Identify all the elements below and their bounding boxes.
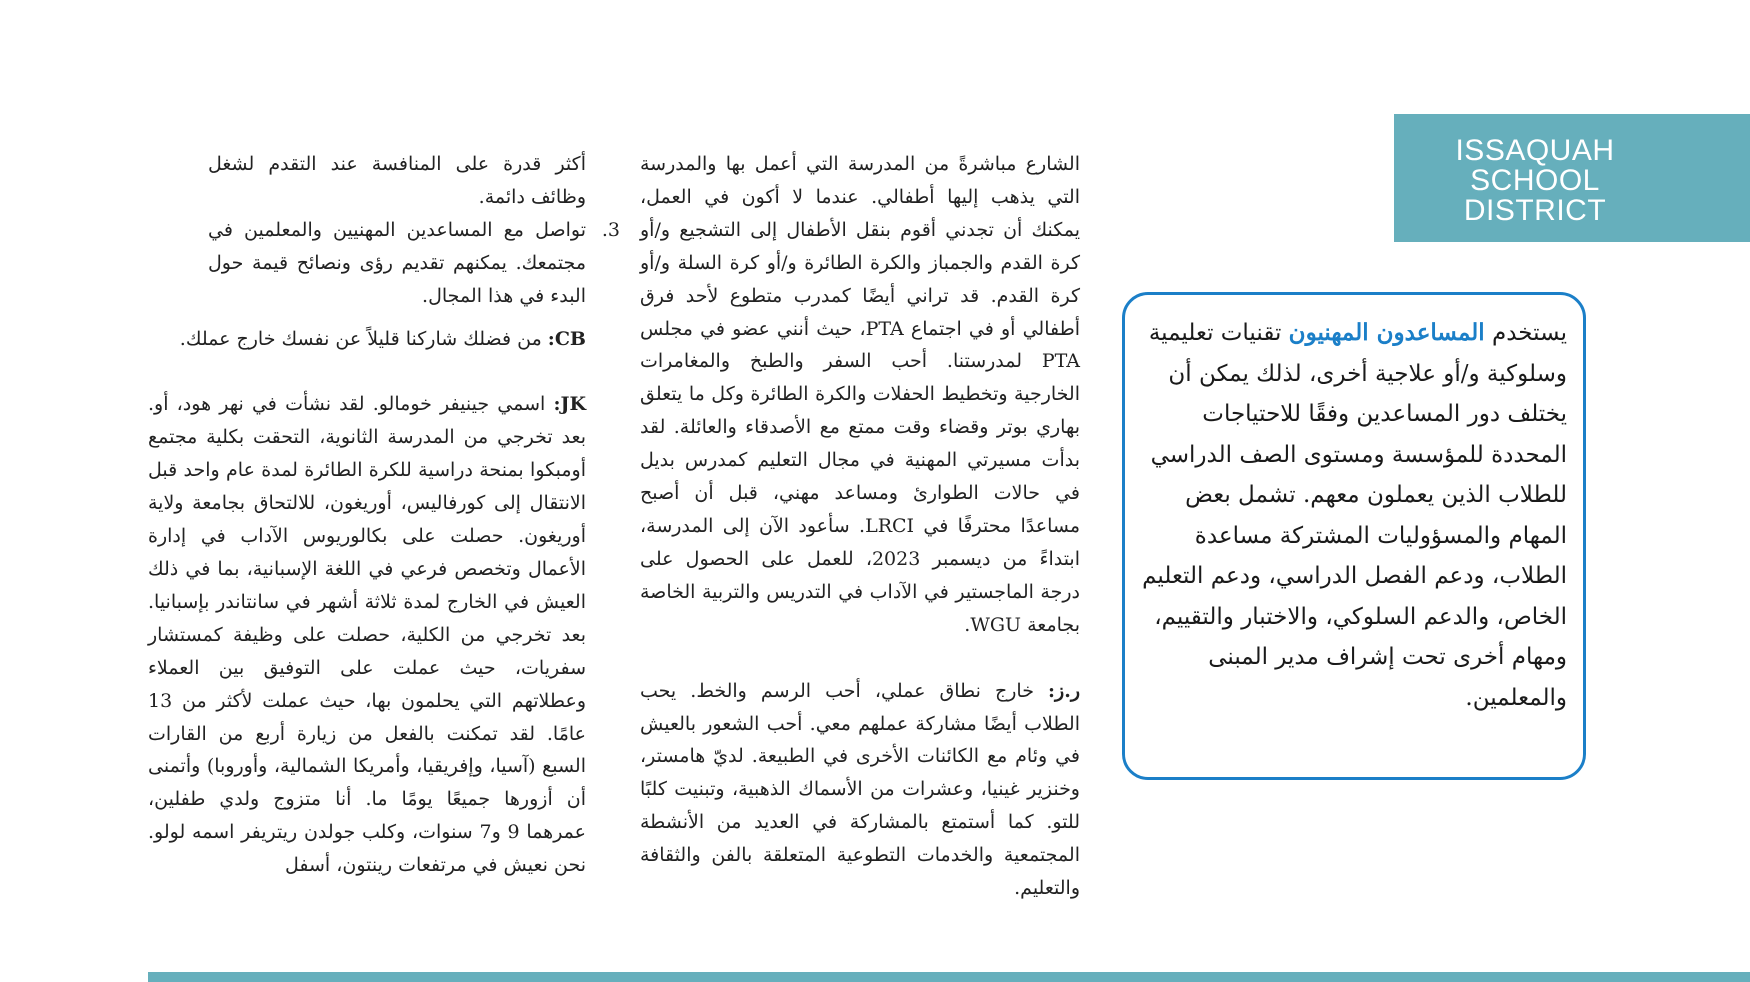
callout-text-start: يستخدم (1484, 320, 1567, 346)
middle-paragraph-2-text: خارج نطاق عملي، أحب الرسم والخط. يحب الطلاب أيضًا مشاركة عملهم معي. أحب الشعور بالعيش في وئام مع الكائنات الأخرى في الطبيعة. لديّ هامستر، وخنزير غينيا، وعشرات من الأسماك الذهبية، وتبنيت كلبًا للتو. كما أستمتع بالمشاركة في العديد من الأنشطة المجتمعية والخدمات التطوعية المتعلقة بالفن والثقافة والتعليم. (640, 679, 1080, 900)
logo-line-2: SCHOOL (1470, 164, 1600, 197)
question-cb-text: من فضلك شاركنا قليلاً عن نفسك خارج عملك. (179, 327, 548, 350)
speaker-label-cb: CB: (547, 327, 586, 350)
list-number-3: 3. (601, 218, 620, 241)
answer-jk-text: اسمي جينيفر خومالو. لقد نشأت في نهر هود، أو. بعد تخرجي من المدرسة الثانوية، التحقت بكلية مجتمع أومبكوا بمنحة دراسية للكرة الطائرة لمدة عام واحد قبل الانتقال إلى كورفاليس، أوريغون، للالتحاق بجامعة ولاية أوريغون. حصلت على بكالوريوس الآداب في إدارة الأعمال وتخصص فرعي في اللغة الإسبانية، بما في ذلك العيش في الخارج لمدة ثلاثة أشهر في سانتاندر بإسبانيا. بعد تخرجي من الكلية، حصلت على وظيفة كمستشار سفريات، حيث عملت على التوفيق بين العملاء وعطلاتهم التي يحلمون بها، حيث عملت لأكثر من 13 عامًا. لقد تمكنت بالفعل من زيارة أربع من القارات السبع (آسيا، وإفريقيا، وأمريكا الشمالية، وأوروبا) وأتمنى أن أزورها جميعًا يومًا ما. أنا متزوج ولدي طفلين، عمرهما 9 و7 سنوات، وكلب جولدن ريتريفر اسمه لولو. نحن نعيش في مرتفعات رينتون، أسفل (148, 393, 587, 877)
list-item-3-text: تواصل مع المساعدين المهنيين والمعلمين في مجتمعك. يمكنهم تقديم رؤى ونصائح قيمة حول البدء في هذا المجال. (208, 218, 586, 307)
footer-bar (148, 972, 1750, 982)
middle-column (640, 148, 1080, 905)
list-item-continued (208, 148, 586, 214)
district-logo (1394, 114, 1750, 242)
list-item-3 (208, 214, 620, 313)
question-cb (148, 323, 586, 356)
speaker-label-rz: ر.ز: (1048, 679, 1080, 702)
list-item-continued-text: أكثر قدرة على المنافسة عند التقدم لشغل وظائف دائمة. (208, 153, 586, 208)
logo-line-1: ISSAQUAH (1455, 134, 1615, 167)
callout-highlight: المساعدون المهنيون (1288, 319, 1485, 346)
callout-box (1122, 292, 1586, 780)
middle-paragraph-1: الشارع مباشرةً من المدرسة التي أعمل بها والمدرسة التي يذهب إليها أطفالي. عندما لا أكون في العمل، يمكنك أن تجدني أقوم بنقل الأطفال إلى التشجيع و/أو كرة القدم والجمباز والكرة الطائرة و/أو كرة السلة و/أو كرة القدم. قد تراني أيضًا كمدرب متطوع لأحد فرق أطفالي أو في اجتماع PTA، حيث أنني عضو في مجلس PTA لمدرستنا. أحب السفر والطبخ والمغامرات الخارجية وتخطيط الحفلات والكرة الطائرة وكل ما يتعلق بهاري بوتر وقضاء وقت ممتع مع الأصدقاء والعائلة. لقد بدأت مسيرتي المهنية في مجال التعليم كمدرس بديل في حالات الطوارئ ومساعد مهني، قبل أن أصبح مساعدًا محترفًا في LRCI. سأعود الآن إلى المدرسة، ابتداءً من ديسمبر 2023، للعمل على الحصول على درجة الماجستير في الآداب في التدريس والتربية الخاصة بجامعة WGU. (640, 153, 1081, 636)
callout-text-rest: تقنيات تعليمية وسلوكية و/أو علاجية أخرى، لذلك يمكن أن يختلف دور المساعدين وفقًا للاحتياجات المحددة للمؤسسة ومستوى الصف الدراسي للطلاب الذين يعملون معهم. تشمل بعض المهام والمسؤوليات المشتركة مساعدة الطلاب، ودعم الفصل الدراسي، ودعم التعليم الخاص، والدعم السلوكي، والاختبار والتقييم، ومهام أخرى تحت إشراف مدير المبنى والمعلمين. (1142, 320, 1567, 711)
answer-jk (148, 388, 586, 882)
speaker-label-jk: JK: (553, 393, 586, 416)
logo-line-3: DISTRICT (1463, 194, 1607, 227)
left-column (148, 148, 620, 882)
middle-paragraph-2 (640, 675, 1080, 905)
